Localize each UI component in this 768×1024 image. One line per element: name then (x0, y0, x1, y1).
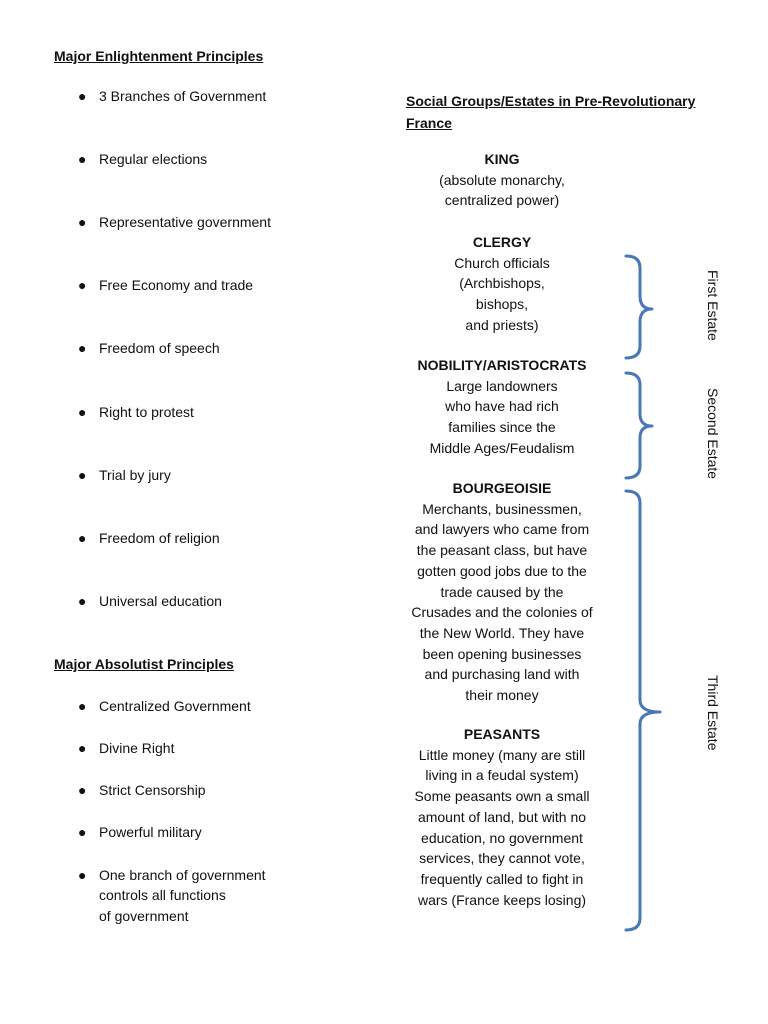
bullet-icon: ● (78, 530, 87, 546)
third-estate-label: Third Estate (705, 675, 721, 751)
bullet-icon: ● (78, 151, 87, 167)
peasants-title: PEASANTS (463, 726, 541, 742)
nobility-block: NOBILITY/ARISTOCRATS Large landowners who have had rich families since the Middle Ages/Feudalism (395, 355, 609, 459)
first-estate-brace (626, 256, 652, 358)
peasants-block: PEASANTS Little money (many are still living in a feudal system) Some peasants own a small amount of land, but with no education, no government services, they cannot vote, frequently called to fight in wars (France keeps losing) (395, 724, 609, 910)
third-estate-brace (626, 491, 660, 930)
bourgeoisie-block: BOURGEOISIE Merchants, businessmen, and lawyers who came from the peasant class, but have gotten good jobs due to the trade caused by the Crusades and the colonies of the New World. They have been opening businesses and purchasing land with their money (395, 478, 609, 706)
nobility-title: NOBILITY/ARISTOCRATS (417, 357, 587, 373)
bullet-icon: ● (78, 782, 87, 798)
first-estate-label: First Estate (705, 270, 721, 341)
estates-heading-line1: Social Groups/Estates in Pre-Revolutionary (406, 93, 696, 109)
bullet-icon: ● (78, 824, 87, 840)
clergy-block: CLERGY Church officials (Archbishops, bishops, and priests) (395, 232, 609, 336)
bullet-icon: ● (78, 467, 87, 483)
absolutist-heading: Major Absolutist Principles (54, 656, 234, 672)
bullet-icon: ● (78, 277, 87, 293)
bullet-icon: ● (78, 593, 87, 609)
bullet-icon: ● (78, 740, 87, 756)
bullet-icon: ● (78, 340, 87, 356)
bullet-icon: ● (78, 214, 87, 230)
clergy-title: CLERGY (472, 234, 532, 250)
bullet-icon: ● (78, 698, 87, 714)
enlightenment-heading: Major Enlightenment Principles (54, 48, 264, 64)
king-title: KING (484, 151, 520, 167)
document-page: Major Enlightenment Principles ● 3 Branches of Government ● Regular elections ● Representative government ● Free Economy and trade ● Freedom of speech ● Right to protest ● Trial by jury ● Freedom of religion ● Universal education Major Absolutist Principles ● Centralized Government ● Divine Right ● Strict Censorship ● Powerful military ● One branch of government controls all functions of government Social Groups/Estates in Pre-Revolutionary France KING (absolute monarchy, centralized power) CLERGY Church officials (Archbishops, bishops, and priests) NOBILITY/ARISTOCRATS Large landowners who have had rich families since the Middle Ages/Feudalism BOURGEOISIE Merchants, businessmen, and lawyers who came from the peasant class, but have gotten good jobs due to the trade caused by the Crusades and the colonies of the New World. They have been opening businesses and purchasing land with their money PEASANTS Little money (many are still living in a feudal system) Some peasants own a small amount of land, but with no education, no government services, they cannot vote, frequently called to fight in wars (France keeps losing) First Estate Second Estate Third Estate (0, 0, 768, 1024)
second-estate-brace (626, 373, 652, 478)
bourgeoisie-title: BOURGEOISIE (452, 480, 552, 496)
bullet-icon: ● (78, 404, 87, 420)
estates-heading-line2: France (406, 115, 452, 131)
second-estate-label: Second Estate (705, 388, 721, 480)
king-block: KING (absolute monarchy, centralized power) (395, 149, 609, 211)
bullet-icon: ● (78, 88, 87, 104)
bullet-icon: ● (78, 867, 87, 883)
